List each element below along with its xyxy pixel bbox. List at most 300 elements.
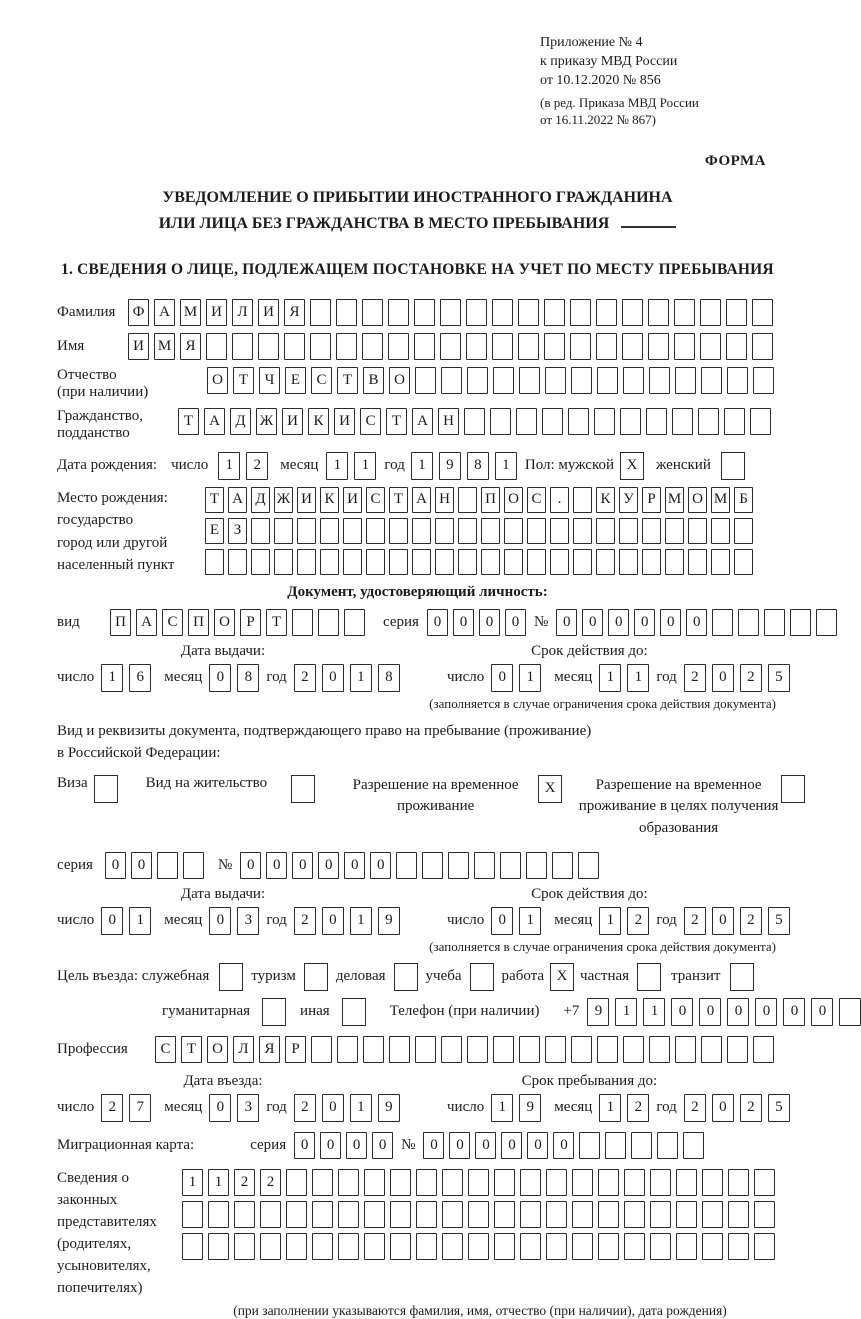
form-cell[interactable] [388,333,409,360]
form-cell[interactable]: Я [180,333,201,360]
form-cell[interactable] [624,1169,645,1196]
form-cell[interactable] [362,333,383,360]
form-cell[interactable] [750,408,771,435]
form-cell[interactable] [650,1169,671,1196]
form-cell[interactable] [752,299,773,326]
form-cell[interactable]: 0 [501,1132,522,1159]
form-cell[interactable]: 1 [218,452,240,480]
form-cell[interactable] [286,1169,307,1196]
form-cell[interactable]: 2 [740,907,762,935]
form-cell[interactable]: 1 [326,452,348,480]
form-cell[interactable] [674,333,695,360]
form-cell[interactable] [481,518,500,544]
form-cell[interactable]: Т [181,1036,202,1063]
form-cell[interactable]: П [188,609,209,636]
form-cell[interactable] [208,1201,229,1228]
form-cell[interactable] [674,299,695,326]
form-cell[interactable] [234,1233,255,1260]
form-cell[interactable]: 1 [519,664,541,692]
form-cell[interactable] [546,1201,567,1228]
form-cell[interactable]: С [311,367,332,394]
form-cell[interactable]: 0 [727,998,749,1026]
form-cell[interactable]: 0 [320,1132,341,1159]
form-cell[interactable] [527,549,546,575]
form-cell[interactable]: 2 [684,1094,706,1122]
form-cell[interactable] [504,549,523,575]
form-cell[interactable]: Н [438,408,459,435]
form-cell[interactable] [422,852,443,879]
form-cell[interactable]: 1 [519,907,541,935]
form-cell[interactable] [435,549,454,575]
form-cell[interactable]: 0 [527,1132,548,1159]
form-cell[interactable] [440,333,461,360]
form-cell[interactable]: К [320,487,339,513]
form-cell[interactable] [414,299,435,326]
form-cell[interactable] [416,1201,437,1228]
form-cell[interactable] [665,549,684,575]
form-cell[interactable]: 1 [350,1094,372,1122]
form-cell[interactable] [657,1132,678,1159]
form-cell[interactable] [650,1233,671,1260]
form-cell[interactable] [620,408,641,435]
form-cell[interactable] [700,333,721,360]
form-cell[interactable]: 1 [599,907,621,935]
form-cell[interactable]: 3 [237,1094,259,1122]
form-cell[interactable] [702,1233,723,1260]
form-cell[interactable] [631,1132,652,1159]
form-cell[interactable]: 0 [671,998,693,1026]
form-cell[interactable]: 0 [346,1132,367,1159]
form-cell[interactable]: 0 [318,852,339,879]
form-cell[interactable]: Р [240,609,261,636]
form-cell[interactable]: 0 [556,609,577,636]
form-cell[interactable]: Е [205,518,224,544]
form-cell[interactable] [753,1036,774,1063]
form-cell[interactable]: 0 [370,852,391,879]
form-cell[interactable] [728,1233,749,1260]
form-cell[interactable] [284,333,305,360]
form-cell[interactable]: 0 [105,852,126,879]
form-cell[interactable] [312,1201,333,1228]
form-cell[interactable] [157,852,178,879]
form-cell[interactable] [320,518,339,544]
form-cell[interactable] [390,1169,411,1196]
form-cell[interactable]: О [688,487,707,513]
form-cell[interactable] [544,299,565,326]
form-cell[interactable] [343,549,362,575]
form-cell[interactable] [738,609,759,636]
form-cell[interactable] [318,609,339,636]
form-cell[interactable]: 0 [294,1132,315,1159]
form-cell[interactable]: Ж [274,487,293,513]
form-cell[interactable]: К [308,408,329,435]
form-cell[interactable] [790,609,811,636]
form-cell[interactable]: 8 [467,452,489,480]
form-cell[interactable]: К [596,487,615,513]
form-cell[interactable] [182,1201,203,1228]
form-cell[interactable]: Т [386,408,407,435]
form-cell[interactable]: . [550,487,569,513]
transit-checkbox[interactable] [730,963,754,991]
form-cell[interactable] [344,609,365,636]
form-cell[interactable]: Я [259,1036,280,1063]
form-cell[interactable] [734,518,753,544]
form-cell[interactable]: Б [734,487,753,513]
form-cell[interactable] [526,852,547,879]
form-cell[interactable]: 2 [684,907,706,935]
form-cell[interactable]: Т [178,408,199,435]
form-cell[interactable] [712,609,733,636]
form-cell[interactable]: 0 [491,664,513,692]
business-checkbox[interactable] [394,963,418,991]
form-cell[interactable] [208,1233,229,1260]
form-cell[interactable] [466,333,487,360]
form-cell[interactable]: 7 [129,1094,151,1122]
form-cell[interactable] [312,1233,333,1260]
form-cell[interactable] [388,299,409,326]
form-cell[interactable]: О [207,1036,228,1063]
form-cell[interactable] [572,1169,593,1196]
form-cell[interactable]: 0 [322,1094,344,1122]
form-cell[interactable] [570,333,591,360]
form-cell[interactable]: 2 [294,1094,316,1122]
form-cell[interactable] [364,1201,385,1228]
form-cell[interactable] [579,1132,600,1159]
form-cell[interactable] [440,299,461,326]
form-cell[interactable] [573,549,592,575]
form-cell[interactable]: 0 [209,664,231,692]
form-cell[interactable]: С [155,1036,176,1063]
residence-permit-checkbox[interactable] [291,775,315,803]
form-cell[interactable]: 1 [354,452,376,480]
form-cell[interactable]: Д [251,487,270,513]
tourism-checkbox[interactable] [304,963,328,991]
form-cell[interactable]: С [162,609,183,636]
form-cell[interactable] [752,333,773,360]
form-cell[interactable]: 2 [740,1094,762,1122]
form-cell[interactable] [605,1132,626,1159]
form-cell[interactable] [623,1036,644,1063]
form-cell[interactable]: О [504,487,523,513]
form-cell[interactable] [724,408,745,435]
form-cell[interactable] [338,1233,359,1260]
form-cell[interactable]: С [360,408,381,435]
form-cell[interactable] [839,998,861,1026]
form-cell[interactable] [258,333,279,360]
form-cell[interactable]: А [412,408,433,435]
form-cell[interactable] [624,1233,645,1260]
form-cell[interactable] [362,299,383,326]
form-cell[interactable]: 0 [712,907,734,935]
form-cell[interactable] [550,549,569,575]
form-cell[interactable] [466,299,487,326]
form-cell[interactable] [494,1233,515,1260]
form-cell[interactable] [594,408,615,435]
form-cell[interactable] [416,1233,437,1260]
form-cell[interactable] [232,333,253,360]
form-cell[interactable] [711,518,730,544]
form-cell[interactable] [578,852,599,879]
form-cell[interactable]: 0 [783,998,805,1026]
form-cell[interactable]: Ф [128,299,149,326]
form-cell[interactable] [676,1169,697,1196]
form-cell[interactable]: П [481,487,500,513]
form-cell[interactable] [546,1169,567,1196]
form-cell[interactable]: 0 [209,907,231,935]
form-cell[interactable]: 0 [423,1132,444,1159]
form-cell[interactable] [572,1201,593,1228]
form-cell[interactable] [494,1201,515,1228]
form-cell[interactable] [182,1233,203,1260]
form-cell[interactable] [545,1036,566,1063]
form-cell[interactable] [683,1132,704,1159]
form-cell[interactable]: 0 [240,852,261,879]
work-checkbox[interactable]: X [550,963,574,991]
form-cell[interactable] [338,1201,359,1228]
form-cell[interactable] [573,487,592,513]
form-cell[interactable] [366,518,385,544]
form-cell[interactable] [571,1036,592,1063]
form-cell[interactable] [675,1036,696,1063]
form-cell[interactable] [389,518,408,544]
form-cell[interactable]: 8 [378,664,400,692]
form-cell[interactable]: Л [232,299,253,326]
form-cell[interactable] [366,549,385,575]
form-cell[interactable]: Д [230,408,251,435]
form-cell[interactable] [754,1201,775,1228]
form-cell[interactable]: И [282,408,303,435]
form-cell[interactable] [596,299,617,326]
form-cell[interactable]: З [228,518,247,544]
form-cell[interactable]: 2 [294,907,316,935]
form-cell[interactable] [435,518,454,544]
form-cell[interactable]: 3 [237,907,259,935]
form-cell[interactable]: Т [205,487,224,513]
form-cell[interactable]: М [154,333,175,360]
form-cell[interactable]: Н [435,487,454,513]
form-cell[interactable] [343,518,362,544]
form-cell[interactable]: 1 [208,1169,229,1196]
form-cell[interactable] [701,1036,722,1063]
form-cell[interactable] [468,1169,489,1196]
temp-residence-checkbox[interactable]: X [538,775,562,803]
form-cell[interactable] [519,367,540,394]
form-cell[interactable] [646,408,667,435]
form-cell[interactable] [442,1169,463,1196]
form-cell[interactable] [297,518,316,544]
form-cell[interactable]: 0 [131,852,152,879]
form-cell[interactable] [228,549,247,575]
form-cell[interactable] [206,333,227,360]
form-cell[interactable] [234,1201,255,1228]
form-cell[interactable]: 0 [491,907,513,935]
form-cell[interactable] [545,367,566,394]
visa-checkbox[interactable] [94,775,118,803]
form-cell[interactable] [310,299,331,326]
form-cell[interactable] [500,852,521,879]
form-cell[interactable] [441,367,462,394]
form-cell[interactable] [597,1036,618,1063]
purpose-official-checkbox[interactable] [219,963,243,991]
form-cell[interactable]: 0 [292,852,313,879]
form-cell[interactable] [364,1233,385,1260]
form-cell[interactable] [571,367,592,394]
form-cell[interactable] [688,549,707,575]
form-cell[interactable]: Т [266,609,287,636]
form-cell[interactable]: 9 [519,1094,541,1122]
form-cell[interactable]: 9 [378,907,400,935]
form-cell[interactable] [542,408,563,435]
form-cell[interactable] [183,852,204,879]
form-cell[interactable] [504,518,523,544]
form-cell[interactable] [448,852,469,879]
form-cell[interactable]: 5 [768,664,790,692]
form-cell[interactable] [416,1169,437,1196]
form-cell[interactable] [458,518,477,544]
form-cell[interactable]: 9 [439,452,461,480]
form-cell[interactable] [734,549,753,575]
form-cell[interactable] [726,333,747,360]
form-cell[interactable]: А [228,487,247,513]
form-cell[interactable] [642,549,661,575]
form-cell[interactable] [727,367,748,394]
form-cell[interactable]: 0 [699,998,721,1026]
form-cell[interactable] [390,1233,411,1260]
private-checkbox[interactable] [637,963,661,991]
form-cell[interactable] [623,367,644,394]
humanitarian-checkbox[interactable] [262,998,286,1026]
form-cell[interactable]: 2 [234,1169,255,1196]
form-cell[interactable] [363,1036,384,1063]
form-cell[interactable] [546,1233,567,1260]
form-cell[interactable]: 1 [101,664,123,692]
form-cell[interactable] [702,1169,723,1196]
form-cell[interactable]: 2 [627,907,649,935]
form-cell[interactable]: И [334,408,355,435]
form-cell[interactable] [597,367,618,394]
form-cell[interactable] [648,333,669,360]
form-cell[interactable] [649,367,670,394]
form-cell[interactable] [570,299,591,326]
form-cell[interactable]: П [110,609,131,636]
form-cell[interactable] [642,518,661,544]
form-cell[interactable] [338,1169,359,1196]
sex-male-checkbox[interactable]: X [620,452,644,480]
form-cell[interactable]: 0 [475,1132,496,1159]
form-cell[interactable] [474,852,495,879]
form-cell[interactable] [390,1201,411,1228]
form-cell[interactable] [490,408,511,435]
form-cell[interactable]: 0 [505,609,526,636]
form-cell[interactable] [286,1233,307,1260]
form-cell[interactable]: Я [284,299,305,326]
form-cell[interactable] [596,333,617,360]
form-cell[interactable] [412,549,431,575]
form-cell[interactable]: М [665,487,684,513]
form-cell[interactable]: Т [389,487,408,513]
form-cell[interactable] [493,367,514,394]
form-cell[interactable] [550,518,569,544]
form-cell[interactable]: И [297,487,316,513]
form-cell[interactable]: 2 [101,1094,123,1122]
form-cell[interactable] [336,333,357,360]
form-cell[interactable]: 6 [129,664,151,692]
form-cell[interactable]: Т [233,367,254,394]
form-cell[interactable]: 1 [615,998,637,1026]
temp-residence-edu-checkbox[interactable] [781,775,805,803]
form-cell[interactable]: 1 [411,452,433,480]
form-cell[interactable] [624,1201,645,1228]
form-cell[interactable]: Л [233,1036,254,1063]
form-cell[interactable] [312,1169,333,1196]
form-cell[interactable]: Р [285,1036,306,1063]
form-cell[interactable]: 0 [266,852,287,879]
form-cell[interactable] [754,1169,775,1196]
form-cell[interactable] [311,1036,332,1063]
form-cell[interactable] [389,549,408,575]
form-cell[interactable]: В [363,367,384,394]
form-cell[interactable] [441,1036,462,1063]
form-cell[interactable]: 0 [660,609,681,636]
form-cell[interactable] [458,487,477,513]
form-cell[interactable] [493,1036,514,1063]
form-cell[interactable]: М [180,299,201,326]
form-cell[interactable]: О [214,609,235,636]
form-cell[interactable] [364,1169,385,1196]
form-cell[interactable]: 2 [294,664,316,692]
form-cell[interactable]: 0 [755,998,777,1026]
form-cell[interactable] [700,299,721,326]
form-cell[interactable]: 2 [246,452,268,480]
form-cell[interactable] [598,1169,619,1196]
form-cell[interactable] [337,1036,358,1063]
form-cell[interactable] [727,1036,748,1063]
form-cell[interactable]: 0 [712,664,734,692]
form-cell[interactable]: 9 [587,998,609,1026]
form-cell[interactable]: 9 [378,1094,400,1122]
form-cell[interactable] [764,609,785,636]
form-cell[interactable] [274,518,293,544]
form-cell[interactable] [274,549,293,575]
form-cell[interactable] [711,549,730,575]
form-cell[interactable] [598,1233,619,1260]
form-cell[interactable] [519,1036,540,1063]
form-cell[interactable] [650,1201,671,1228]
form-cell[interactable] [468,1233,489,1260]
sex-female-checkbox[interactable] [721,452,745,480]
form-cell[interactable]: 0 [209,1094,231,1122]
form-cell[interactable] [598,1201,619,1228]
form-cell[interactable] [665,518,684,544]
form-cell[interactable]: 8 [237,664,259,692]
form-cell[interactable]: 0 [686,609,707,636]
form-cell[interactable] [698,408,719,435]
form-cell[interactable]: И [128,333,149,360]
form-cell[interactable] [649,1036,670,1063]
form-cell[interactable]: А [154,299,175,326]
form-cell[interactable]: 0 [322,664,344,692]
form-cell[interactable]: 1 [627,664,649,692]
form-cell[interactable]: Т [337,367,358,394]
form-cell[interactable]: 1 [599,1094,621,1122]
form-cell[interactable] [516,408,537,435]
form-cell[interactable] [389,1036,410,1063]
form-cell[interactable] [251,518,270,544]
form-cell[interactable] [676,1233,697,1260]
form-cell[interactable] [518,333,539,360]
form-cell[interactable] [320,549,339,575]
form-cell[interactable] [527,518,546,544]
